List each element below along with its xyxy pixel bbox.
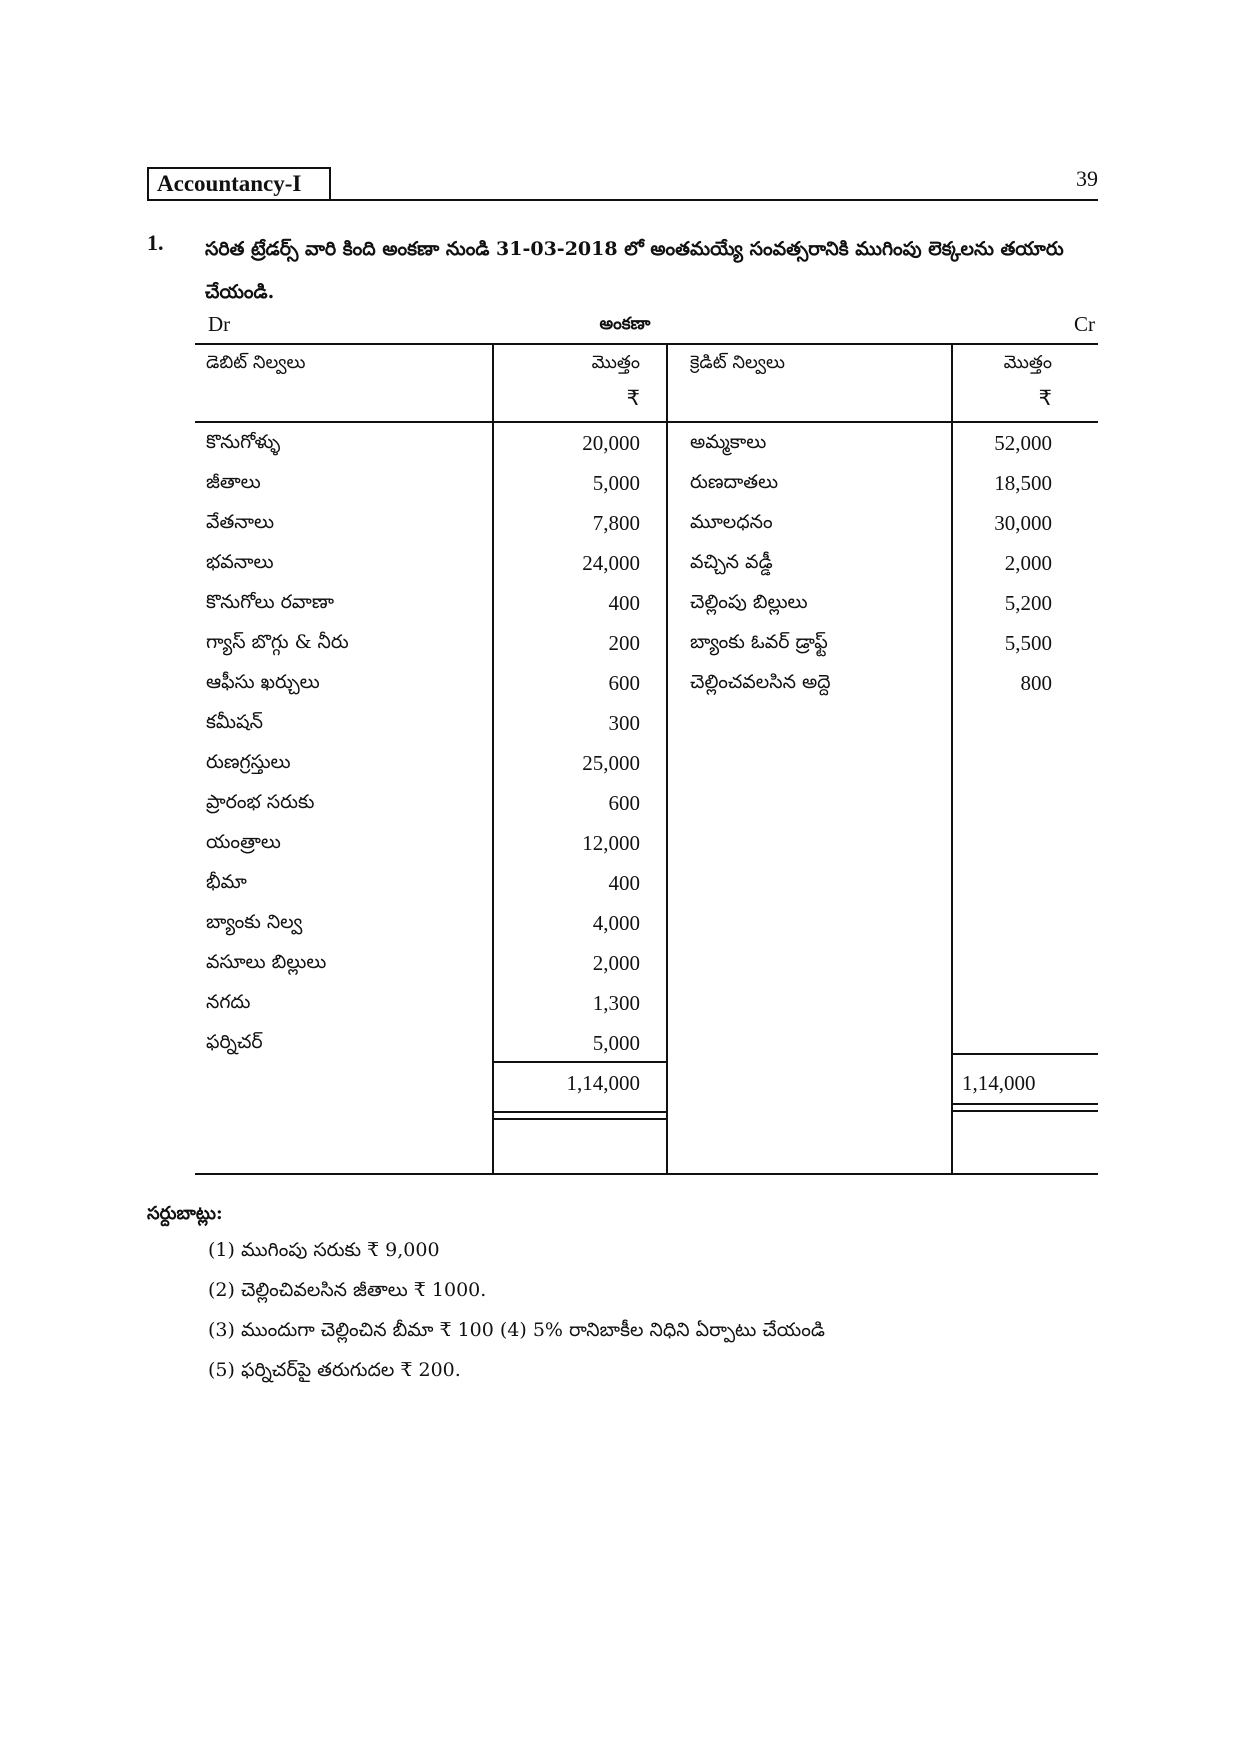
debit-item-name: ఫర్నిచర్ [206,1031,263,1053]
debit-item-name: గ్యాస్ బొగ్గు & నీరు [206,631,349,653]
credit-item-name: రుణదాతలు [690,471,779,493]
credit-item-amount: 5,200 [1004,591,1052,615]
debit-total: 1,14,000 [566,1071,640,1095]
debit-item-amount: 600 [608,791,640,815]
credit-total-double-rule-1 [952,1103,1098,1105]
debit-balances-header: డెబిట్ నిల్వలు [206,352,306,373]
debit-item-amount: 5,000 [592,471,640,495]
debit-item-name: నగదు [206,991,251,1013]
debit-item-name: కొనుగోళ్ళు [206,431,281,453]
trial-balance-title: అంకణా [599,314,651,334]
debit-item-amount: 600 [608,671,640,695]
debit-item-amount: 5,000 [592,1031,640,1055]
debit-item-amount: 24,000 [582,551,640,575]
debit-item-amount: 20,000 [582,431,640,455]
credit-item-amount: 52,000 [994,431,1052,455]
debit-item-name: ఆఫీసు ఖర్చులు [206,671,320,693]
header-rule [147,199,1098,201]
debit-item-amount: 400 [608,871,640,895]
debit-item-name: కమీషన్ [206,711,263,733]
debit-amount-header: మొత్తం [591,352,640,373]
debit-item-name: యంత్రాలు [206,831,281,853]
credit-item-amount: 30,000 [994,511,1052,535]
debit-item-name: వేతనాలు [206,511,275,533]
debit-total-top-rule [493,1061,666,1063]
debit-item-amount: 7,800 [592,511,640,535]
debit-item-amount: 2,000 [592,951,640,975]
debit-item-amount: 4,000 [592,911,640,935]
debit-item-name: రుణగ్రస్తులు [206,751,291,773]
debit-item-name: ప్రారంభ సరుకు [206,791,315,813]
credit-amount-header: మొత్తం [1003,352,1052,373]
adjustment-item: (3) ముందుగా చెల్లించిన బీమా ₹ 100 (4) 5% రానిబాకీల నిధిని ఏర్పాటు చేయండి [208,1319,825,1341]
debit-item-name: వసూలు బిల్లులు [206,951,327,973]
debit-item-name: భీమా [206,871,247,893]
table-bottom-rule [195,1173,1098,1175]
debit-currency-symbol: ₹ [626,386,640,410]
book-title: Accountancy-I [157,171,302,196]
page-number: 39 [1076,166,1098,191]
adjustment-item: (2) చెల్లించివలసిన జీతాలు ₹ 1000. [208,1279,487,1301]
credit-balances-header: క్రెడిట్ నిల్వలు [690,352,785,373]
book-title-box [147,167,331,201]
table-header-rule [195,421,1098,423]
adjustment-item: (1) ముగింపు సరుకు ₹ 9,000 [208,1239,440,1261]
credit-total: 1,14,000 [962,1071,1036,1095]
adjustment-item: (5) ఫర్నిచర్‌పై తరుగుదల ₹ 200. [208,1359,461,1381]
cr-label: Cr [1074,312,1095,336]
debit-item-name: భవనాలు [206,551,274,573]
column-divider-2 [666,343,668,1175]
debit-item-name: జీతాలు [206,471,261,493]
credit-currency-symbol: ₹ [1038,386,1052,410]
debit-total-double-rule-2 [493,1118,666,1120]
column-divider-3 [951,343,953,1175]
credit-item-amount: 800 [1020,671,1052,695]
credit-item-name: వచ్చిన వడ్డీ [690,551,773,573]
debit-item-amount: 200 [608,631,640,655]
debit-item-amount: 1,300 [592,991,640,1015]
dr-label: Dr [208,312,231,336]
credit-total-top-rule [952,1053,1098,1055]
debit-item-name: బ్యాంకు నిల్వ [206,911,303,933]
credit-item-name: మూలధనం [690,511,773,533]
debit-total-double-rule-1 [493,1111,666,1113]
credit-item-name: అమ్మకాలు [690,431,767,453]
debit-item-amount: 25,000 [582,751,640,775]
adjustments-title: సర్దుబాట్లు: [147,1203,223,1224]
table-top-rule [195,343,1098,345]
debit-item-amount: 400 [608,591,640,615]
question-number: 1. [147,230,164,255]
credit-item-amount: 2,000 [1004,551,1052,575]
credit-item-amount: 5,500 [1004,631,1052,655]
column-divider-1 [492,343,494,1175]
credit-item-name: చెల్లింపు బిల్లులు [690,591,808,613]
credit-item-name: చెల్లించవలసిన అద్దె [690,671,831,693]
credit-item-amount: 18,500 [994,471,1052,495]
question-text: సరిత ట్రేడర్స్ వారి కింది అంకణా నుండి 31-03-2018 లో అంతమయ్యే సంవత్సరానికి ముగింపు లెక్కలను తయారు చేయండి. [205,238,1064,303]
debit-item-amount: 12,000 [582,831,640,855]
debit-item-amount: 300 [608,711,640,735]
credit-item-name: బ్యాంకు ఓవర్ డ్రాఫ్ట్ [690,631,828,653]
debit-item-name: కొనుగోలు రవాణా [206,591,334,613]
credit-total-double-rule-2 [952,1110,1098,1112]
